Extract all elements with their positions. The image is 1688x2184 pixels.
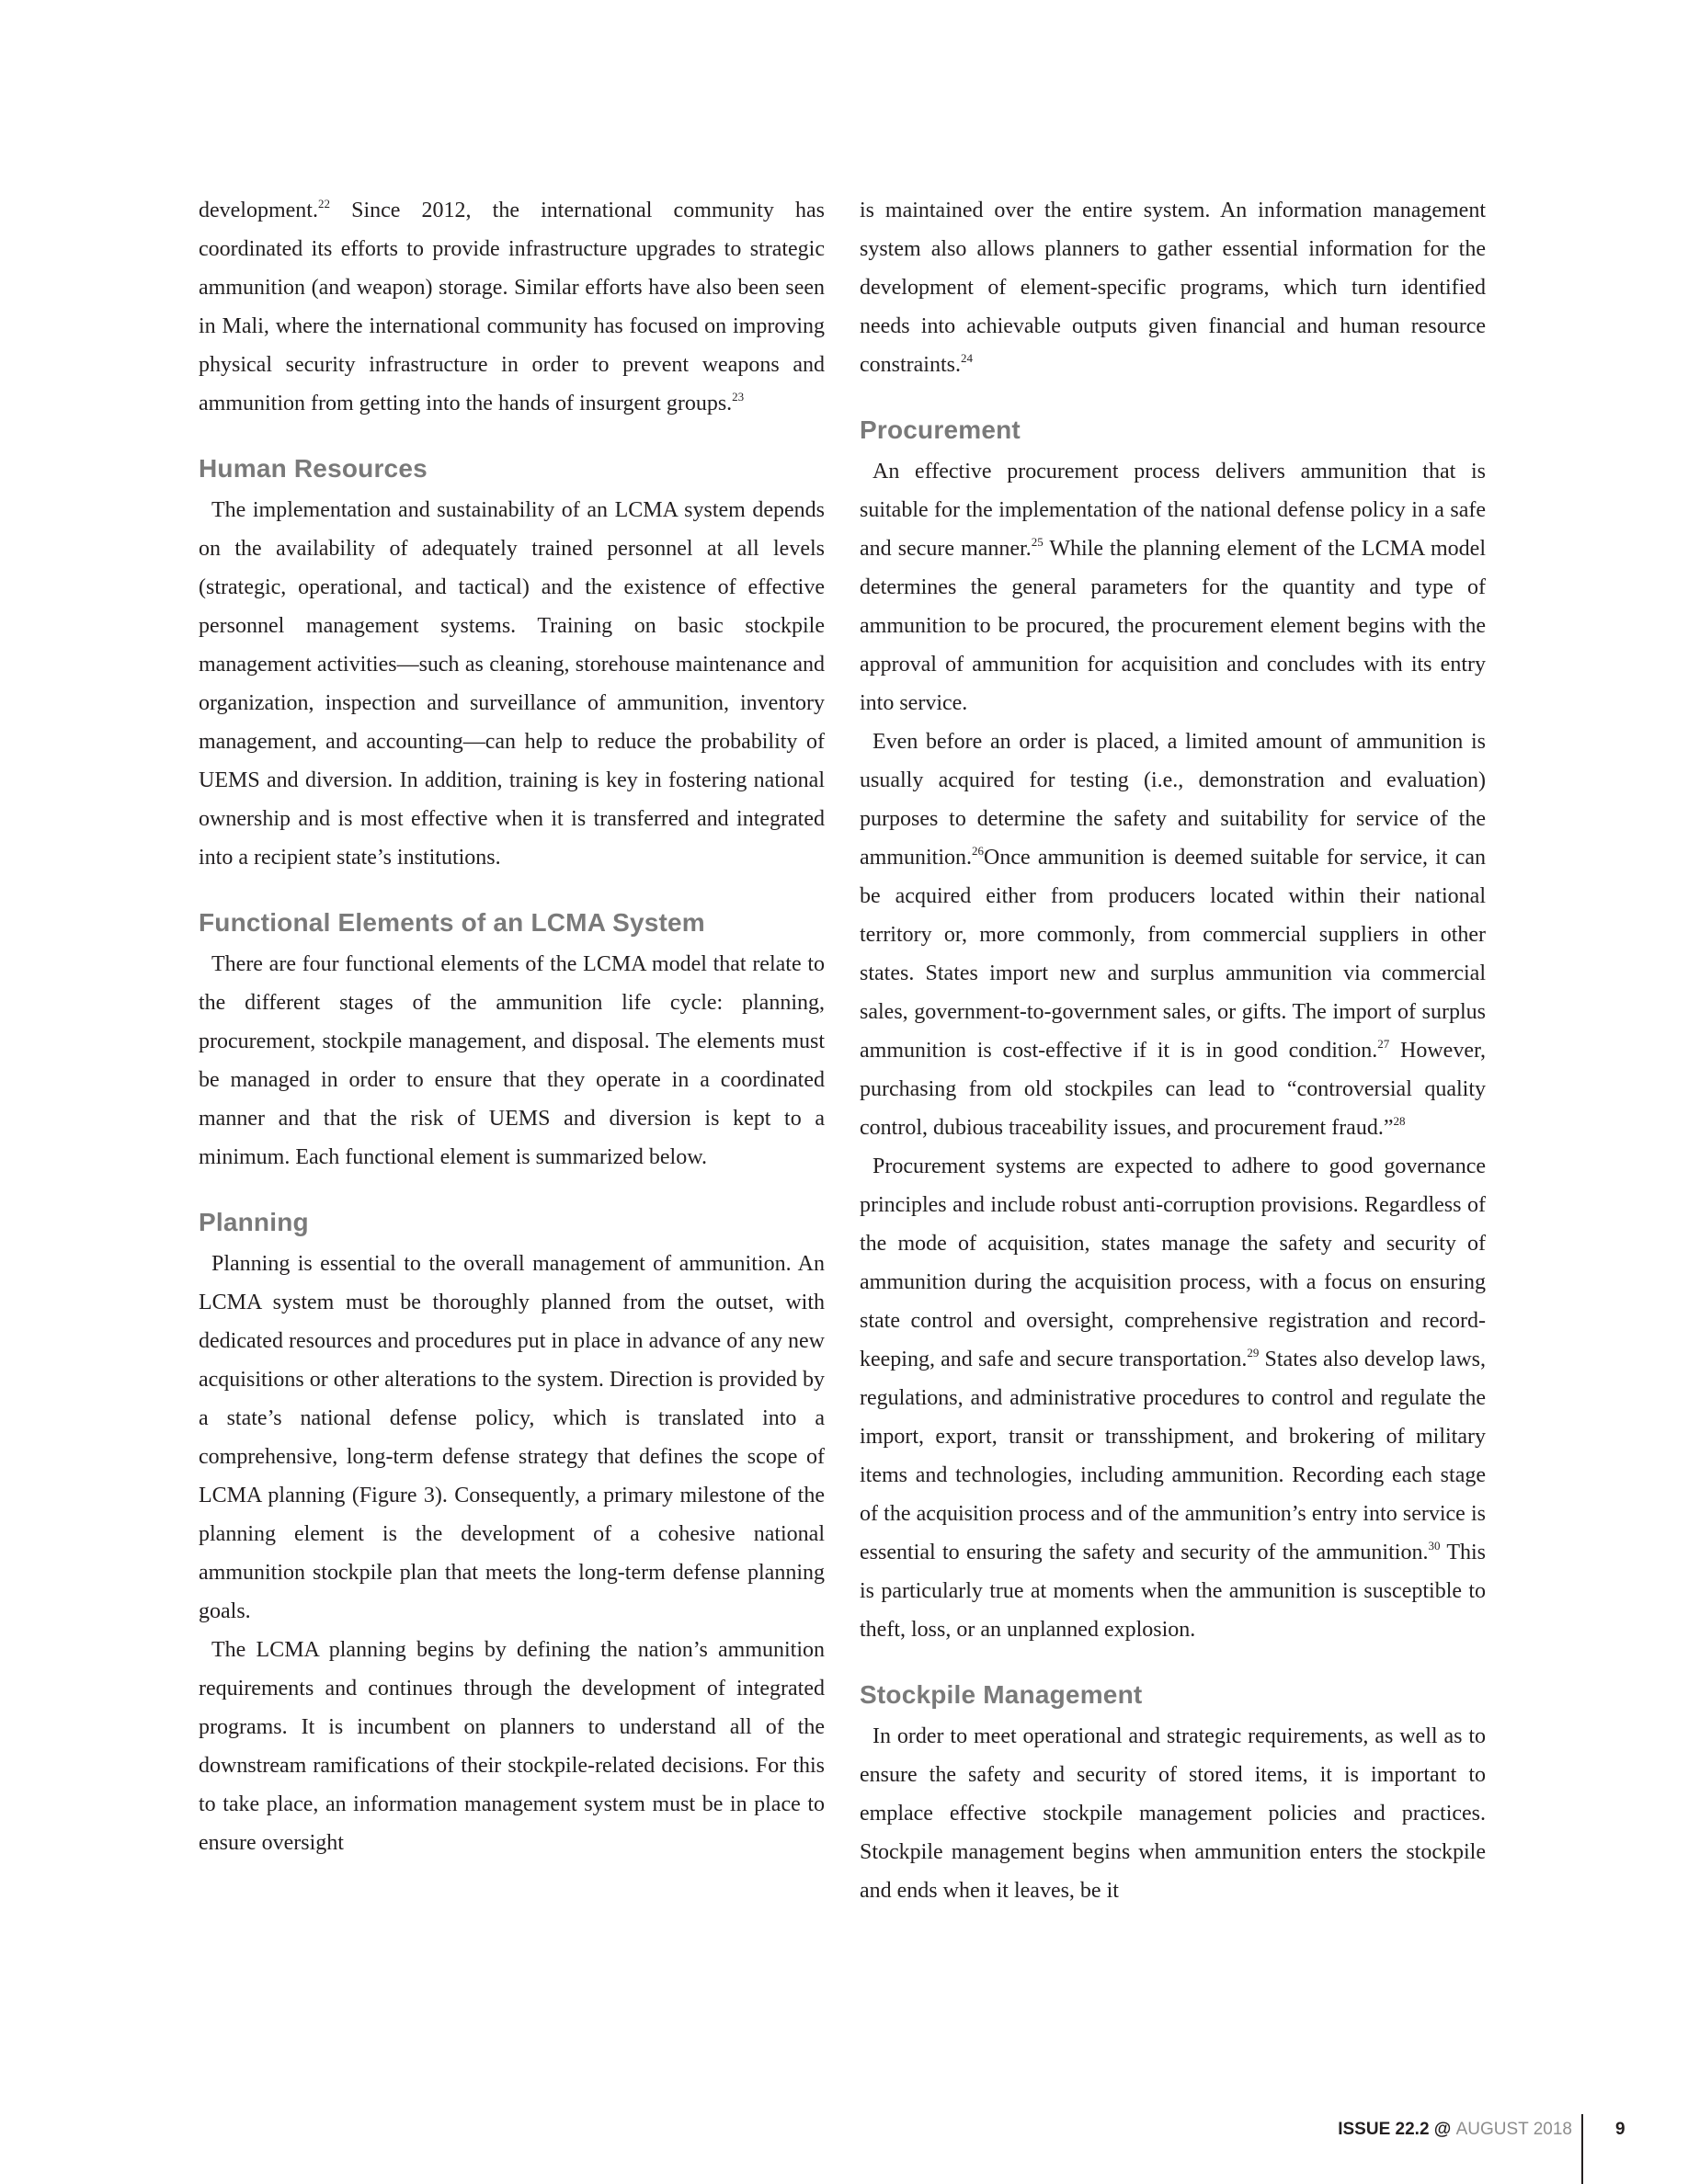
paragraph-functional-elements: There are four functional elements of the LCMA model that relate to the different stages of the ammunition life cycle: planning, procurement, stockpile management, and disposal. The elements must be managed in order to ensure that they operate in a coordinated manner and that the risk of UEMS and diversion is kept to a minimum. Each functional element is summarized below. bbox=[199, 952, 825, 1169]
paragraph-information-management: is maintained over the entire system. An information management system also allows planners to gather essential information for the development of element-specific programs, which turn identified needs into achievable outputs given financial and human resource constraints.$^{24}$ bbox=[860, 199, 1486, 377]
heading-stockpile-management: Stockpile Management bbox=[860, 1680, 1143, 1709]
paragraph-procurement-2: Even before an order is placed, a limited amount of ammunition is usually acquired for testing (i.e., demonstration and evaluation) purposes to determine the safety and suitability for service of the ammunition.$^{26}$Once ammunition is deemed suitable for service, it can be acquired either from producers located within their national territory or, more commonly, from commercial suppliers in other states. States import new and surplus ammunition via commercial sales, government-to-government sales, or gifts. The import of surplus ammunition is cost-effective if it is in good condition.$^{27}$ However, purchasing from old stockpiles can lead to “controversial quality control, dubious traceability issues, and procurement fraud.”$^{28}$ bbox=[860, 730, 1487, 1140]
right-column bbox=[860, 191, 1486, 1910]
footnote-ref[interactable]: 28 bbox=[1393, 1114, 1406, 1128]
heading-functional-elements: Functional Elements of an LCMA System bbox=[199, 908, 705, 937]
footnote-ref[interactable]: 26 bbox=[972, 844, 984, 858]
paragraph-planning-1: Planning is essential to the overall management of ammunition. An LCMA system must be thoroughly planned from the outset, with dedicated resources and procedures put in place in advance of any new acquisitions or other alterations to the system. Direction is provided by a state’s national defense policy, which is translated into a comprehensive, long-term defense strategy that defines the scope of LCMA planning (Figure 3). Consequently, a primary milestone of the planning element is the development of a cohesive national ammunition stockpile plan that meets the long-term defense planning goals. bbox=[199, 1252, 825, 1623]
heading-procurement: Procurement bbox=[860, 415, 1021, 444]
issue-date: AUGUST 2018 bbox=[1455, 2120, 1572, 2139]
paragraph-development: development.$^{22}$ Since 2012, the international community has coordinated its efforts to provide infrastructure upgrades to strategic ammunition (and weapon) storage. Similar efforts have also been seen in Mali, where the international community has focused on improving physical security infrastructure in order to prevent weapons and ammunition from getting into the hands of insurgent groups.$^{23}$ bbox=[199, 197, 825, 415]
footnote-ref[interactable]: 22 bbox=[317, 197, 330, 210]
footnote-ref[interactable]: 24 bbox=[960, 351, 973, 365]
footer-divider bbox=[1581, 2114, 1583, 2184]
issue-label: ISSUE 22.2 bbox=[1338, 2120, 1430, 2139]
left-column bbox=[199, 191, 825, 1862]
paragraph-stockpile-management: In order to meet operational and strategic requirements, as well as to ensure the safety and security of stored items, it is important to emplace effective stockpile management policies and practices. Stockpile management begins when ammunition enters the stockpile and ends when it leaves, be it bbox=[860, 1724, 1486, 1903]
at-symbol: @ bbox=[1433, 2120, 1452, 2139]
heading-human-resources: Human Resources bbox=[199, 454, 428, 483]
footnote-ref[interactable]: 29 bbox=[1247, 1346, 1260, 1359]
footnote-ref[interactable]: 27 bbox=[1377, 1037, 1390, 1051]
footnote-ref[interactable]: 23 bbox=[732, 390, 745, 404]
footnote-ref[interactable]: 25 bbox=[1031, 535, 1044, 549]
paragraph-procurement-1: An effective procurement process delivers ammunition that is suitable for the implementation of the national defense policy in a safe and secure manner.$^{25}$ While the planning element of the LCMA model determines the general parameters for the quantity and type of ammunition to be procured, the procurement element begins with the approval of ammunition for acquisition and concludes with its entry into service. bbox=[860, 460, 1486, 715]
paragraph-human-resources: The implementation and sustainability of an LCMA system depends on the availability of adequately trained personnel at all levels (strategic, operational, and tactical) and the existence of effective personnel management systems. Training on basic stockpile management activities—such as cleaning, storehouse maintenance and organization, inspection and surveillance of ammunition, inventory management, and accounting—can help to reduce the probability of UEMS and diversion. In addition, training is key in fostering national ownership and is most effective when it is transferred and integrated into a recipient state’s institutions. bbox=[199, 498, 825, 870]
page-number: 9 bbox=[1615, 2120, 1625, 2139]
paragraph-procurement-3: Procurement systems are expected to adhere to good governance principles and include robust anti-corruption provisions. Regardless of the mode of acquisition, states manage the safety and security of ammunition during the acquisition process, with a focus on ensuring state control and oversight, comprehensive registration and record-keeping, and safe and secure transportation.$^{29}$ States also develop laws, regulations, and administrative procedures to control and regulate the import, export, transit or transshipment, and brokering of military items and technologies, including ammunition. Recording each stage of the acquisition process and of the ammunition’s entry into service is essential to ensuring the safety and security of the ammunition.$^{30}$ This is particularly true at moments when the ammunition is susceptible to theft, loss, or an unplanned explosion. bbox=[860, 1155, 1487, 1642]
heading-planning: Planning bbox=[199, 1208, 309, 1236]
footnote-ref[interactable]: 30 bbox=[1428, 1539, 1441, 1553]
paragraph-planning-2: The LCMA planning begins by defining the nation’s ammunition requirements and continues through the development of integrated programs. It is incumbent on planners to understand all of the downstream ramifications of their stockpile-related decisions. For this to take place, an information management system must be in place to ensure oversight bbox=[199, 1638, 825, 1855]
page-footer bbox=[1338, 2120, 1572, 2140]
